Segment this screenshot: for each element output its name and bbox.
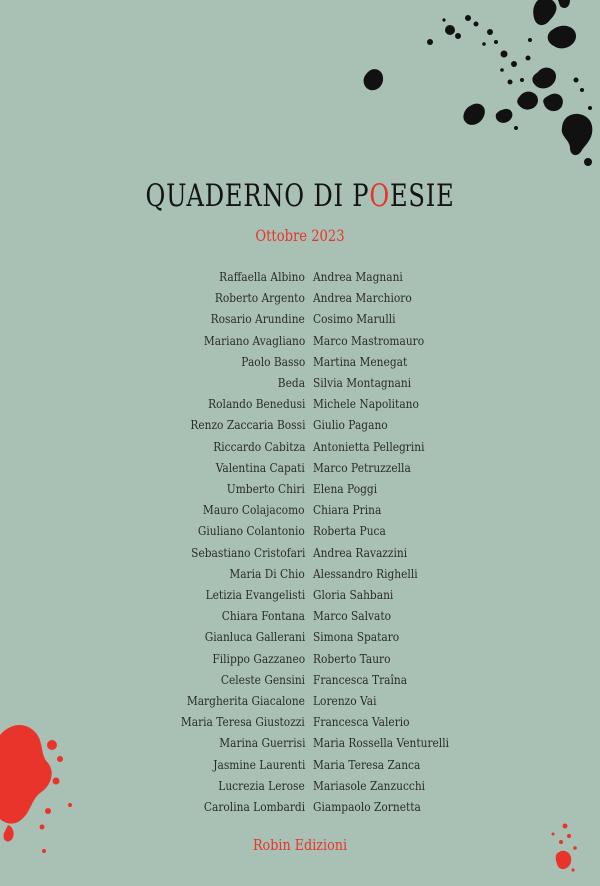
author-row — [0, 796, 600, 817]
author-name-right: Marco Petruzzella — [313, 459, 411, 475]
author-name-left: Beda — [277, 375, 305, 390]
title-part-2: ESIE — [389, 178, 455, 214]
author-row — [0, 542, 600, 563]
author-row — [0, 648, 600, 669]
author-row — [0, 478, 600, 499]
author-name-right: Maria Teresa Zanca — [313, 756, 421, 772]
author-name-left: Riccardo Cabitza — [212, 438, 305, 454]
author-row — [0, 287, 600, 308]
author-name-left: Rolando Benedusi — [207, 396, 305, 412]
author-name-left: Gianluca Gallerani — [204, 629, 305, 645]
author-name-right: Roberta Puca — [313, 523, 386, 539]
author-name-left: Mauro Colajacomo — [203, 502, 305, 518]
author-row — [0, 626, 600, 647]
author-row — [0, 520, 600, 541]
author-name-right: Andrea Marchioro — [313, 290, 412, 306]
black-ink-splatter — [410, 0, 600, 170]
author-name-right: Francesca Valerio — [313, 714, 410, 730]
author-row — [0, 584, 600, 605]
author-row — [0, 393, 600, 414]
author-name-right: Francesca Traîna — [313, 671, 408, 687]
author-name-left: Letizia Evangelisti — [205, 587, 305, 602]
author-name-right: Cosimo Marulli — [313, 311, 396, 327]
edition-date: Ottobre 2023 — [255, 226, 345, 245]
author-name-right: Marco Salvato — [313, 608, 392, 624]
author-name-left: Renzo Zaccaria Bossi — [189, 417, 305, 433]
author-name-left: Paolo Basso — [240, 353, 305, 369]
title-part-1: QUADERNO DI P — [145, 178, 370, 214]
author-row — [0, 754, 600, 775]
author-row — [0, 266, 600, 287]
author-row — [0, 711, 600, 732]
author-name-left: Rosario Arundine — [210, 311, 305, 327]
author-name-right: Giulio Pagano — [313, 417, 388, 433]
author-name-left: Margherita Giacalone — [186, 693, 305, 708]
author-name-right: Elena Poggi — [313, 481, 378, 496]
author-name-left: Lucrezia Lerose — [218, 777, 305, 793]
author-name-right: Lorenzo Vai — [313, 693, 377, 708]
author-name-left: Giuliano Colantonio — [198, 523, 305, 539]
author-row — [0, 330, 600, 351]
author-name-left: Jasmine Laurenti — [212, 756, 305, 772]
author-row — [0, 605, 600, 626]
author-name-right: Silvia Montagnani — [313, 375, 412, 390]
author-name-left: Umberto Chiri — [226, 481, 305, 496]
author-name-left: Maria Teresa Giustozzi — [181, 714, 305, 730]
author-name-left: Filippo Gazzaneo — [212, 650, 305, 666]
author-name-left: Raffaella Albino — [219, 269, 305, 284]
author-row — [0, 732, 600, 753]
author-name-left: Maria Di Chio — [229, 565, 305, 581]
author-row — [0, 690, 600, 711]
author-name-right: Antonietta Pellegrini — [313, 438, 425, 454]
author-name-right: Mariasole Zanzucchi — [313, 777, 426, 793]
author-name-right: Marco Mastromauro — [313, 332, 425, 348]
author-name-right: Roberto Tauro — [313, 650, 391, 666]
author-row — [0, 775, 600, 796]
author-name-right: Alessandro Righelli — [313, 565, 418, 581]
author-row — [0, 436, 600, 457]
author-name-left: Carolina Lombardi — [203, 799, 305, 814]
author-name-left: Valentina Capati — [215, 459, 305, 475]
author-name-left: Marina Guerrisi — [218, 735, 305, 751]
author-name-right: Martina Menegat — [313, 353, 408, 369]
author-row — [0, 669, 600, 690]
author-row — [0, 308, 600, 329]
author-name-left: Celeste Gensini — [220, 671, 305, 687]
author-name-left: Mariano Avagliano — [203, 332, 305, 348]
title-accent-letter: O — [369, 178, 390, 214]
author-name-right: Maria Rossella Venturelli — [313, 735, 450, 751]
author-name-right: Gloria Sahbani — [313, 587, 394, 602]
author-row — [0, 372, 600, 393]
author-row — [0, 457, 600, 478]
author-row — [0, 499, 600, 520]
publisher-name: Robin Edizioni — [252, 836, 348, 854]
author-name-right: Simona Spataro — [313, 629, 400, 645]
author-name-right: Andrea Magnani — [313, 269, 403, 284]
author-name-right: Andrea Ravazzini — [313, 544, 408, 560]
author-name-left: Chiara Fontana — [221, 608, 305, 624]
author-name-right: Giampaolo Zornetta — [313, 799, 421, 814]
author-row — [0, 414, 600, 435]
author-row — [0, 351, 600, 372]
author-name-right: Chiara Prina — [313, 502, 382, 518]
author-name-left: Roberto Argento — [215, 290, 305, 306]
black-ink-blot — [362, 68, 386, 94]
author-name-left: Sebastiano Cristofari — [190, 544, 305, 560]
author-list — [0, 266, 600, 816]
book-title — [66, 178, 534, 214]
author-row — [0, 563, 600, 584]
author-name-right: Michele Napolitano — [313, 396, 419, 412]
